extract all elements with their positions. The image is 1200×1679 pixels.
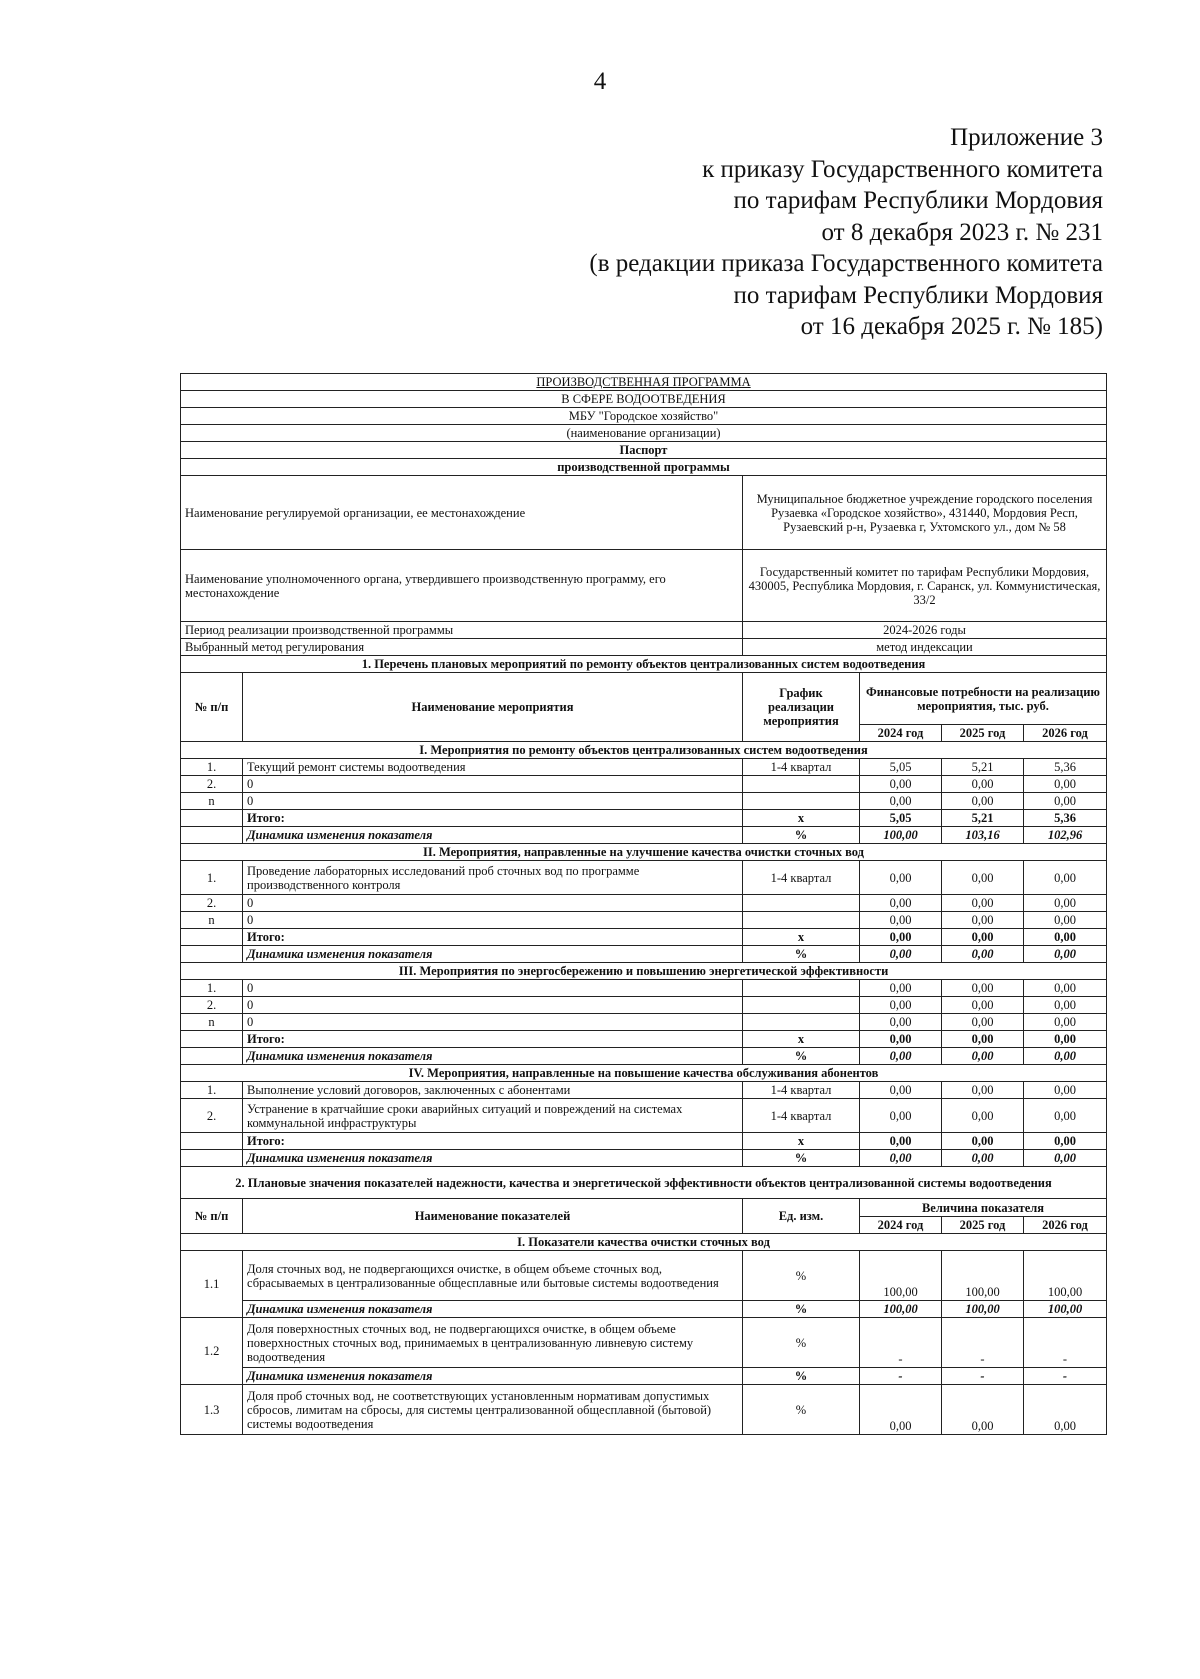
page-number: 4 bbox=[593, 68, 607, 95]
col-header-2026: 2026 год bbox=[1024, 725, 1107, 742]
total-row bbox=[181, 810, 1107, 827]
row-number: n bbox=[181, 793, 243, 810]
total-num-empty bbox=[181, 1133, 243, 1150]
row-schedule: 1-4 квартал bbox=[743, 1099, 860, 1133]
dynamics-value-2025: 103,16 bbox=[942, 827, 1024, 844]
table-row bbox=[181, 1082, 1107, 1099]
row-value-2026: 0,00 bbox=[1024, 912, 1107, 929]
dynamics-value-2025: - bbox=[942, 1368, 1024, 1385]
dynamics-row bbox=[181, 1048, 1107, 1065]
col-header-finance: Финансовые потребности на реализацию мероприятия, тыс. руб. bbox=[860, 673, 1107, 725]
section-title: I. Показатели качества очистки сточных вод bbox=[181, 1234, 1107, 1251]
total-label: Итого: bbox=[243, 1133, 743, 1150]
row-value-2024: 0,00 bbox=[860, 1014, 942, 1031]
dynamics-unit: % bbox=[743, 946, 860, 963]
row-schedule bbox=[743, 895, 860, 912]
indicator-name: Доля сточных вод, не подвергающихся очистке, в общем объеме сточных вод, сбрасываемых в централизованные общесплавные или бытовые системы водоотведения bbox=[243, 1251, 743, 1301]
indicator-name: Доля проб сточных вод, не соответствующих установленным нормативам допустимых сбросов, лимитам на сбросы, для системы централизованной общесплавной (бытовой) системы водоотведения bbox=[243, 1385, 743, 1435]
indicator-value-2026: 0,00 bbox=[1024, 1385, 1107, 1435]
row-value-2026: 0,00 bbox=[1024, 1014, 1107, 1031]
table-row bbox=[181, 997, 1107, 1014]
col-header-2024: 2024 год bbox=[860, 725, 942, 742]
organization-note: (наименование организации) bbox=[181, 425, 1107, 442]
total-value-2026: 0,00 bbox=[1024, 1031, 1107, 1048]
indicator-value-2026: - bbox=[1024, 1318, 1107, 1368]
table-row bbox=[181, 980, 1107, 997]
passport-label: Период реализации производственной программы bbox=[181, 622, 743, 639]
col-header-num: № п/п bbox=[181, 1199, 243, 1234]
appendix-line: от 16 декабря 2025 г. № 185) bbox=[800, 313, 1103, 340]
row-value-2026: 0,00 bbox=[1024, 861, 1107, 895]
row-name: Проведение лабораторных исследований проб сточных вод по программе производственного контроля bbox=[243, 861, 743, 895]
dynamics-label: Динамика изменения показателя bbox=[243, 1150, 743, 1167]
dynamics-value-2025: 0,00 bbox=[942, 946, 1024, 963]
col-header-name: Наименование мероприятия bbox=[243, 673, 743, 742]
dynamics-value-2024: 0,00 bbox=[860, 946, 942, 963]
dynamics-unit: % bbox=[743, 827, 860, 844]
indicator-value-2024: 100,00 bbox=[860, 1251, 942, 1301]
section-header-row bbox=[181, 963, 1107, 980]
section-title: II. Мероприятия, направленные на улучшение качества очистки сточных вод bbox=[181, 844, 1107, 861]
table-row bbox=[181, 1014, 1107, 1031]
production-program-table bbox=[180, 373, 1107, 1435]
row-schedule bbox=[743, 980, 860, 997]
row-value-2024: 0,00 bbox=[860, 1082, 942, 1099]
total-schedule: х bbox=[743, 1133, 860, 1150]
row-value-2025: 0,00 bbox=[942, 861, 1024, 895]
part2-title-row bbox=[181, 1167, 1107, 1199]
row-value-2026: 0,00 bbox=[1024, 997, 1107, 1014]
total-value-2026: 0,00 bbox=[1024, 1133, 1107, 1150]
dynamics-value-2025: 100,00 bbox=[942, 1301, 1024, 1318]
dynamics-value-2026: 100,00 bbox=[1024, 1301, 1107, 1318]
row-name: 0 bbox=[243, 980, 743, 997]
row-value-2026: 5,36 bbox=[1024, 759, 1107, 776]
total-value-2024: 0,00 bbox=[860, 1031, 942, 1048]
row-schedule bbox=[743, 1014, 860, 1031]
table-row bbox=[181, 895, 1107, 912]
table-row bbox=[181, 759, 1107, 776]
dynamics-value-2024: 0,00 bbox=[860, 1150, 942, 1167]
col-header-2024: 2024 год bbox=[860, 1217, 942, 1234]
dynamics-value-2024: 0,00 bbox=[860, 1048, 942, 1065]
row-value-2025: 5,21 bbox=[942, 759, 1024, 776]
dynamics-value-2025: 0,00 bbox=[942, 1048, 1024, 1065]
row-value-2026: 0,00 bbox=[1024, 1082, 1107, 1099]
row-number: 1. bbox=[181, 980, 243, 997]
indicator-row bbox=[181, 1385, 1107, 1435]
indicator-value-2024: 0,00 bbox=[860, 1385, 942, 1435]
row-number: n bbox=[181, 912, 243, 929]
passport-value: 2024-2026 годы bbox=[743, 622, 1107, 639]
total-label: Итого: bbox=[243, 810, 743, 827]
part2-header-row bbox=[181, 1199, 1107, 1217]
col-header-num: № п/п bbox=[181, 673, 243, 742]
dynamics-num-empty bbox=[181, 1150, 243, 1167]
row-name: 0 bbox=[243, 793, 743, 810]
row-value-2025: 0,00 bbox=[942, 1082, 1024, 1099]
total-label: Итого: bbox=[243, 929, 743, 946]
table-row bbox=[181, 776, 1107, 793]
row-number: 2. bbox=[181, 776, 243, 793]
indicator-value-2025: 0,00 bbox=[942, 1385, 1024, 1435]
appendix-block bbox=[589, 122, 1103, 343]
passport-value: Муниципальное бюджетное учреждение городского поселения Рузаевка «Городское хозяйство», 431440, Мордовия Респ, Рузаевский р-н, Рузаевка г, Ухтомского ул., дом № 58 bbox=[743, 476, 1107, 550]
passport-value bbox=[743, 550, 1107, 622]
row-value-2024: 0,00 bbox=[860, 793, 942, 810]
passport-value-line: 430005, Республика Мордовия, г. Саранск, ул. Коммунистическая, 33/2 bbox=[748, 578, 1101, 607]
program-title: ПРОИЗВОДСТВЕННАЯ ПРОГРАММА bbox=[181, 374, 1107, 391]
row-value-2024: 0,00 bbox=[860, 912, 942, 929]
row-value-2026: 0,00 bbox=[1024, 895, 1107, 912]
row-value-2024: 0,00 bbox=[860, 980, 942, 997]
program-subtitle: В СФЕРЕ ВОДООТВЕДЕНИЯ bbox=[181, 391, 1107, 408]
dynamics-value-2026: 0,00 bbox=[1024, 946, 1107, 963]
col-header-value: Величина показателя bbox=[860, 1199, 1107, 1217]
total-value-2025: 0,00 bbox=[942, 1133, 1024, 1150]
dynamics-row bbox=[181, 1150, 1107, 1167]
dynamics-unit: % bbox=[743, 1150, 860, 1167]
indicator-number: 1.2 bbox=[181, 1318, 243, 1385]
indicator-unit: % bbox=[743, 1251, 860, 1301]
row-schedule bbox=[743, 912, 860, 929]
total-value-2024: 0,00 bbox=[860, 1133, 942, 1150]
row-value-2024: 0,00 bbox=[860, 895, 942, 912]
section-title: III. Мероприятия по энергосбережению и повышению энергетической эффективности bbox=[181, 963, 1107, 980]
appendix-line: (в редакции приказа Государственного комитета bbox=[589, 250, 1103, 277]
total-schedule: х bbox=[743, 1031, 860, 1048]
dynamics-label: Динамика изменения показателя bbox=[243, 1368, 743, 1385]
section-header-row bbox=[181, 1234, 1107, 1251]
row-schedule bbox=[743, 793, 860, 810]
dynamics-row bbox=[181, 827, 1107, 844]
row-name: 0 bbox=[243, 912, 743, 929]
part1-body bbox=[181, 742, 1107, 1167]
row-value-2025: 0,00 bbox=[942, 980, 1024, 997]
row-number: 1. bbox=[181, 1082, 243, 1099]
row-value-2025: 0,00 bbox=[942, 793, 1024, 810]
row-value-2024: 0,00 bbox=[860, 997, 942, 1014]
dynamics-row bbox=[181, 946, 1107, 963]
dynamics-label: Динамика изменения показателя bbox=[243, 1048, 743, 1065]
total-value-2026: 5,36 bbox=[1024, 810, 1107, 827]
dynamics-num-empty bbox=[181, 946, 243, 963]
section-header-row bbox=[181, 1065, 1107, 1082]
indicator-row bbox=[181, 1251, 1107, 1301]
passport-value: метод индексации bbox=[743, 639, 1107, 656]
passport-subtitle: производственной программы bbox=[181, 459, 1107, 476]
total-row bbox=[181, 1133, 1107, 1150]
indicator-value-2025: - bbox=[942, 1318, 1024, 1368]
dynamics-value-2024: 100,00 bbox=[860, 827, 942, 844]
passport-label: Наименование уполномоченного органа, утвердившего производственную программу, его местонахождение bbox=[181, 550, 743, 622]
dynamics-row bbox=[181, 1368, 1107, 1385]
row-value-2026: 0,00 bbox=[1024, 793, 1107, 810]
row-schedule bbox=[743, 776, 860, 793]
table-row bbox=[181, 1099, 1107, 1133]
dynamics-value-2026: 0,00 bbox=[1024, 1048, 1107, 1065]
row-value-2025: 0,00 bbox=[942, 997, 1024, 1014]
row-number: 2. bbox=[181, 997, 243, 1014]
dynamics-value-2026: 0,00 bbox=[1024, 1150, 1107, 1167]
row-value-2024: 0,00 bbox=[860, 776, 942, 793]
total-schedule: х bbox=[743, 810, 860, 827]
dynamics-unit: % bbox=[743, 1368, 860, 1385]
section-title: I. Мероприятия по ремонту объектов централизованных систем водоотведения bbox=[181, 742, 1107, 759]
row-name: 0 bbox=[243, 997, 743, 1014]
dynamics-label: Динамика изменения показателя bbox=[243, 1301, 743, 1318]
row-name: Текущий ремонт системы водоотведения bbox=[243, 759, 743, 776]
row-value-2024: 5,05 bbox=[860, 759, 942, 776]
row-name: 0 bbox=[243, 776, 743, 793]
indicator-number: 1.3 bbox=[181, 1385, 243, 1435]
col-header-2025: 2025 год bbox=[942, 725, 1024, 742]
row-name: 0 bbox=[243, 895, 743, 912]
row-name: Устранение в кратчайшие сроки аварийных ситуаций и повреждений на системах коммунальной инфраструктуры bbox=[243, 1099, 743, 1133]
table-row bbox=[181, 912, 1107, 929]
dynamics-unit: % bbox=[743, 1301, 860, 1318]
row-value-2024: 0,00 bbox=[860, 861, 942, 895]
section-title: IV. Мероприятия, направленные на повышение качества обслуживания абонентов bbox=[181, 1065, 1107, 1082]
indicator-value-2026: 100,00 bbox=[1024, 1251, 1107, 1301]
total-value-2024: 5,05 bbox=[860, 810, 942, 827]
row-schedule: 1-4 квартал bbox=[743, 1082, 860, 1099]
dynamics-label: Динамика изменения показателя bbox=[243, 827, 743, 844]
total-value-2025: 5,21 bbox=[942, 810, 1024, 827]
row-value-2026: 0,00 bbox=[1024, 980, 1107, 997]
passport-label: Наименование регулируемой организации, ее местонахождение bbox=[181, 476, 743, 550]
row-value-2025: 0,00 bbox=[942, 1099, 1024, 1133]
part1-title: 1. Перечень плановых мероприятий по ремонту объектов централизованных систем водоотведения bbox=[181, 656, 1107, 673]
section-header-row bbox=[181, 742, 1107, 759]
total-row bbox=[181, 929, 1107, 946]
total-num-empty bbox=[181, 929, 243, 946]
row-value-2026: 0,00 bbox=[1024, 776, 1107, 793]
row-value-2024: 0,00 bbox=[860, 1099, 942, 1133]
dynamics-value-2024: 100,00 bbox=[860, 1301, 942, 1318]
dynamics-row bbox=[181, 1301, 1107, 1318]
section-header-row bbox=[181, 844, 1107, 861]
total-num-empty bbox=[181, 810, 243, 827]
part2-body bbox=[181, 1167, 1107, 1435]
passport-label: Выбранный метод регулирования bbox=[181, 639, 743, 656]
total-value-2025: 0,00 bbox=[942, 929, 1024, 946]
col-header-schedule: График реализации мероприятия bbox=[743, 673, 860, 742]
row-number: n bbox=[181, 1014, 243, 1031]
row-name: Выполнение условий договоров, заключенных с абонентами bbox=[243, 1082, 743, 1099]
row-schedule: 1-4 квартал bbox=[743, 759, 860, 776]
part2-title: 2. Плановые значения показателей надежности, качества и энергетической эффективности объектов централизованной системы водоотведения bbox=[181, 1167, 1107, 1199]
dynamics-unit: % bbox=[743, 1048, 860, 1065]
appendix-line: к приказу Государственного комитета bbox=[702, 155, 1103, 183]
dynamics-value-2026: 102,96 bbox=[1024, 827, 1107, 844]
row-value-2025: 0,00 bbox=[942, 912, 1024, 929]
row-value-2025: 0,00 bbox=[942, 1014, 1024, 1031]
row-schedule bbox=[743, 997, 860, 1014]
total-label: Итого: bbox=[243, 1031, 743, 1048]
organization-name: МБУ "Городское хозяйство" bbox=[181, 408, 1107, 425]
passport-title: Паспорт bbox=[181, 442, 1107, 459]
total-value-2025: 0,00 bbox=[942, 1031, 1024, 1048]
dynamics-num-empty bbox=[181, 1048, 243, 1065]
dynamics-label: Динамика изменения показателя bbox=[243, 946, 743, 963]
row-value-2025: 0,00 bbox=[942, 776, 1024, 793]
table-row bbox=[181, 793, 1107, 810]
col-header-unit: Ед. изм. bbox=[743, 1199, 860, 1234]
indicator-number: 1.1 bbox=[181, 1251, 243, 1318]
row-value-2026: 0,00 bbox=[1024, 1099, 1107, 1133]
dynamics-value-2026: - bbox=[1024, 1368, 1107, 1385]
row-number: 2. bbox=[181, 1099, 243, 1133]
col-header-2026: 2026 год bbox=[1024, 1217, 1107, 1234]
row-value-2025: 0,00 bbox=[942, 895, 1024, 912]
indicator-value-2025: 100,00 bbox=[942, 1251, 1024, 1301]
appendix-line: по тарифам Республики Мордовия bbox=[733, 281, 1103, 309]
total-value-2024: 0,00 bbox=[860, 929, 942, 946]
indicator-name: Доля поверхностных сточных вод, не подвергающихся очистке, в общем объеме поверхностных сточных вод, принимаемых в централизованную ливневую систему водоотведения bbox=[243, 1318, 743, 1368]
row-number: 1. bbox=[181, 759, 243, 776]
total-schedule: х bbox=[743, 929, 860, 946]
total-num-empty bbox=[181, 1031, 243, 1048]
appendix-line: Приложение 3 bbox=[950, 124, 1103, 151]
appendix-line: по тарифам Республики Мордовия bbox=[733, 187, 1103, 214]
row-name: 0 bbox=[243, 1014, 743, 1031]
dynamics-value-2025: 0,00 bbox=[942, 1150, 1024, 1167]
row-schedule: 1-4 квартал bbox=[743, 861, 860, 895]
dynamics-value-2024: - bbox=[860, 1368, 942, 1385]
passport-value-line: Государственный комитет по тарифам Республики Мордовия, bbox=[759, 564, 1090, 579]
total-row bbox=[181, 1031, 1107, 1048]
row-number: 2. bbox=[181, 895, 243, 912]
col-header-2025: 2025 год bbox=[942, 1217, 1024, 1234]
row-number: 1. bbox=[181, 861, 243, 895]
indicator-unit: % bbox=[743, 1318, 860, 1368]
col-header-indicator: Наименование показателей bbox=[243, 1199, 743, 1234]
indicator-row bbox=[181, 1318, 1107, 1368]
indicator-unit: % bbox=[743, 1385, 860, 1435]
appendix-line: от 8 декабря 2023 г. № 231 bbox=[821, 218, 1103, 246]
dynamics-num-empty bbox=[181, 827, 243, 844]
total-value-2026: 0,00 bbox=[1024, 929, 1107, 946]
indicator-value-2024: - bbox=[860, 1318, 942, 1368]
table-row bbox=[181, 861, 1107, 895]
